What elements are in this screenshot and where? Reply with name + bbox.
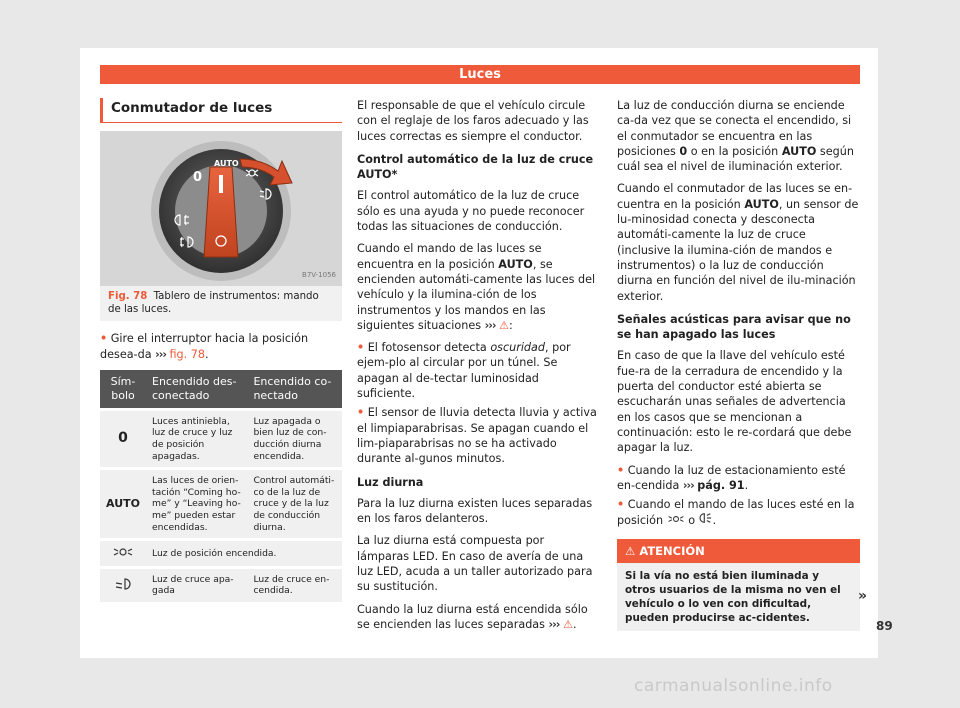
section-title: Conmutador de luces bbox=[100, 98, 342, 123]
bullet-item bbox=[617, 463, 860, 494]
text: . bbox=[744, 478, 749, 492]
column-right bbox=[617, 98, 860, 631]
instruction-text: Gire el interruptor hacia la posición desea-da bbox=[100, 332, 309, 361]
paragraph: La luz diurna está compuesta por lámparas LED. En caso de avería de una luz LED, acuda a un taller autorizado para su sustitución. bbox=[357, 534, 593, 594]
warning-triangle-icon: ⚠ bbox=[625, 543, 636, 558]
position-light-icon bbox=[667, 514, 685, 524]
continue-mark: » bbox=[858, 588, 868, 604]
paragraph: En caso de que la llave del vehículo esté fue-ra de la cerradura de encendido y la puerta del conductor esté abierta se escucharán unas señales de advertencia en los casos que se mencionan a continuación: esto le re-cordará que debe apagar la luz. bbox=[617, 349, 852, 455]
paragraph: El control automático de la luz de cruce sólo es una ayuda y no puede reconocer todas las situaciones de conducción. bbox=[357, 189, 585, 234]
text: según cuál sea el nivel de iluminación exterior. bbox=[617, 144, 854, 174]
bullet-dot: • bbox=[357, 406, 365, 420]
paragraph bbox=[357, 241, 599, 333]
light-switch-illustration bbox=[100, 131, 342, 286]
table-cell: Luz de cruce apa-gada bbox=[146, 567, 247, 602]
symbol-auto: AUTO bbox=[100, 469, 146, 540]
ref-arrows-icon: ››› bbox=[682, 478, 694, 492]
heading-auto-control bbox=[357, 152, 599, 183]
table-header-symbol: Sím-bolo bbox=[100, 370, 146, 410]
text: o bbox=[688, 514, 696, 528]
knob-label-off: 0 bbox=[193, 170, 203, 186]
figure-caption bbox=[100, 286, 342, 321]
paragraph: Para la luz diurna existen luces separadas en los faros delanteros. bbox=[357, 496, 593, 526]
ref-arrows-icon: ››› bbox=[155, 347, 166, 361]
bullet-item bbox=[617, 497, 860, 529]
column-left bbox=[100, 98, 342, 602]
symbol-zero: 0 bbox=[100, 409, 146, 468]
text: : bbox=[509, 318, 513, 332]
heading-daytime-light: Luz diurna bbox=[357, 475, 424, 489]
figure-link[interactable]: fig. 78 bbox=[169, 347, 206, 361]
table-header-on: Encendido co-nectado bbox=[247, 370, 342, 410]
text: . bbox=[572, 617, 577, 631]
table-cell: Luces antiniebla, luz de cruce y luz de posición apagadas. bbox=[146, 409, 247, 468]
table-cell-merged: Luz de posición encendida. bbox=[146, 540, 342, 568]
text: , un sensor de lu-minosidad conecta y desconecta automáti-camente la luz de cruce (inclusive la ilumina-ción de mandos e instrumentos) o la luz de conducción diurna en función del nivel de ilu-minación exterior. bbox=[617, 197, 859, 303]
auto-symbol: AUTO bbox=[744, 197, 779, 211]
text: Cuando el mando de las luces esté en la posición bbox=[617, 498, 855, 528]
table-row bbox=[100, 540, 342, 568]
table-header-row bbox=[100, 370, 342, 410]
bullet-dot: • bbox=[357, 341, 365, 355]
auto-symbol: AUTO bbox=[781, 144, 817, 158]
figure-caption-label: Fig. 78 bbox=[108, 291, 148, 303]
bullet-dot: • bbox=[100, 332, 108, 346]
watermark: carmanualsonline.info bbox=[634, 676, 833, 696]
table-row bbox=[100, 409, 342, 468]
attention-text: Si la vía no está bien iluminada y otros usuarios de la misma no ven el vehículo o lo ven con dificultad, pueden producirse ac-cidentes. bbox=[625, 569, 841, 624]
column-middle bbox=[357, 98, 599, 639]
position-light-icon bbox=[100, 540, 146, 568]
paragraph: El responsable de que el vehículo circule con el reglaje de los faros adecuado y las luces correctas es siempre el conductor. bbox=[357, 99, 589, 143]
instruction-bullet bbox=[100, 331, 342, 362]
symbols-table bbox=[100, 370, 342, 602]
text: La luz de conducción diurna se enciende ca-da vez que se conecta el encendido, si el conmutador se encuentra en las posiciones bbox=[617, 99, 852, 158]
table-row bbox=[100, 567, 342, 602]
low-beam-icon bbox=[100, 567, 146, 602]
text: o en la posición bbox=[690, 144, 779, 158]
page-number: 89 bbox=[876, 619, 893, 633]
table-cell: Las luces de orien-tación “Coming ho-me” y “Leaving ho-me” pueden estar encendidas. bbox=[146, 469, 247, 540]
emphasis: oscuridad bbox=[490, 341, 545, 355]
paragraph bbox=[357, 602, 599, 633]
table-header-off: Encendido des-conectado bbox=[146, 370, 247, 410]
figure-light-switch bbox=[100, 131, 342, 286]
text: El sensor de lluvia detecta lluvia y activa el limpiaparabrisas. Se apagan cuando el lim-piaparabrisas no se ha activado durante al-gunos minutos. bbox=[357, 406, 597, 466]
bullet-item bbox=[357, 340, 599, 401]
figure-caption-text: Tablero de instrumentos: mando de las luces. bbox=[108, 291, 319, 316]
table-cell: Control automáti-co de la luz de cruce y de la luz de conducción diurna. bbox=[247, 469, 342, 540]
attention-header bbox=[617, 539, 860, 563]
text: Cuando la luz de estacionamiento esté en-cendida bbox=[617, 463, 846, 492]
knob-label-auto: AUTO bbox=[214, 159, 239, 169]
warning-triangle-icon[interactable]: ⚠ bbox=[499, 318, 510, 332]
text: El fotosensor detecta bbox=[367, 341, 487, 355]
instruction-end: . bbox=[205, 347, 209, 361]
table-cell: Luz de cruce en-cendida. bbox=[247, 567, 342, 602]
text: Cuando la luz diurna está encendida sólo se encienden las luces separadas bbox=[357, 602, 588, 631]
warning-triangle-icon[interactable]: ⚠ bbox=[562, 617, 573, 631]
text: , por ejem-plo al circular por un túnel. Se apagan al de-tectar luminosidad suficiente. bbox=[357, 341, 571, 401]
figure-code: B7V-1056 bbox=[302, 271, 336, 279]
table-row bbox=[100, 469, 342, 540]
auto-symbol: AUTO bbox=[498, 257, 533, 271]
paragraph bbox=[617, 181, 860, 303]
heading-acoustic-signals: Señales acústicas para avisar que no se han apagado las luces bbox=[617, 312, 851, 342]
zero-symbol: 0 bbox=[679, 144, 688, 158]
attention-box bbox=[617, 539, 860, 631]
ref-arrows-icon: ››› bbox=[548, 617, 560, 631]
auto-symbol: AUTO* bbox=[357, 168, 398, 182]
paragraph bbox=[617, 98, 860, 174]
text: Cuando el conmutador de las luces se en-cuentra en la posición bbox=[617, 182, 853, 211]
bullet-dot: • bbox=[617, 498, 625, 512]
text: . bbox=[712, 514, 717, 528]
bullet-item bbox=[357, 405, 599, 466]
ref-arrows-icon: ››› bbox=[484, 318, 496, 332]
chapter-header: Luces bbox=[100, 65, 860, 84]
bullet-dot: • bbox=[617, 463, 625, 477]
parking-light-icon bbox=[699, 512, 713, 524]
attention-title: ATENCIÓN bbox=[639, 543, 705, 558]
heading-text: Control automático de la luz de cruce bbox=[357, 152, 594, 166]
text: , se encienden automáti-camente las luces del vehículo y la ilumina-ción de los instrumentos y los mandos en las siguientes situaciones bbox=[357, 257, 596, 332]
table-cell: Luz apagada o bien luz de con-ducción diurna encendida. bbox=[247, 409, 342, 468]
text: Cuando el mando de las luces se encuentra en la posición bbox=[357, 242, 542, 271]
page-link[interactable]: pág. 91 bbox=[697, 478, 745, 492]
